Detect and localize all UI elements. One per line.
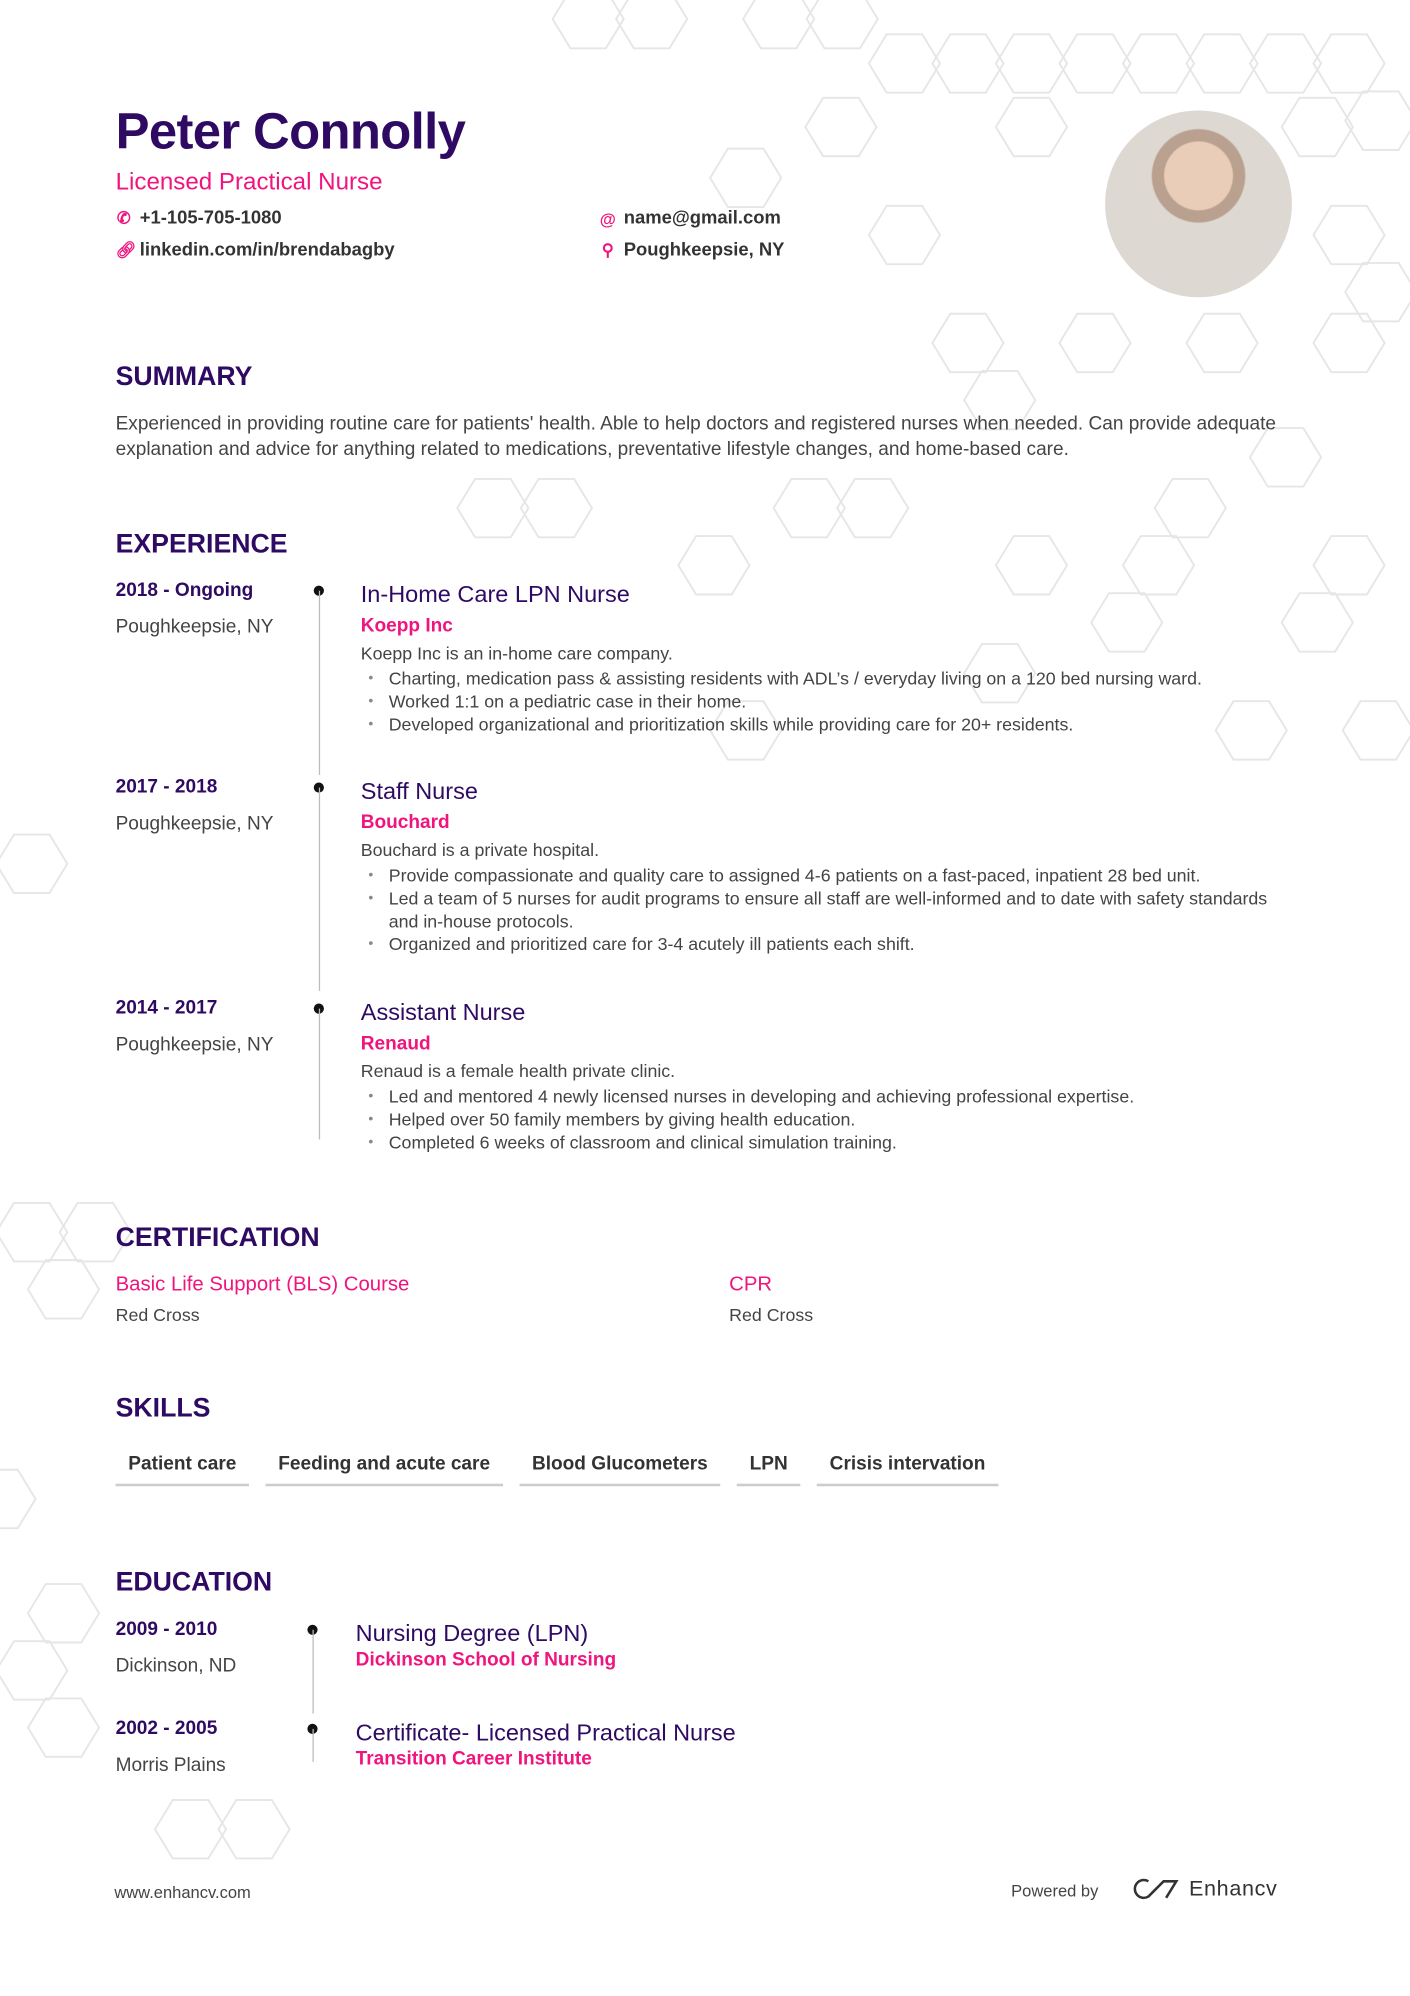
degree-title: Certificate- Licensed Practical Nurse bbox=[355, 1718, 736, 1746]
hexagon-shape bbox=[1123, 34, 1194, 92]
hexagon-shape bbox=[869, 206, 940, 264]
certification-title: Basic Life Support (BLS) Course bbox=[115, 1274, 410, 1296]
timeline-line bbox=[319, 1009, 320, 1140]
experience-bullets bbox=[361, 1085, 1301, 1154]
profile-photo bbox=[1105, 111, 1292, 298]
candidate-title: Licensed Practical Nurse bbox=[115, 168, 383, 196]
bullet-item: • Developed organizational and prioritization skills while providing care for 20+ residents. bbox=[389, 713, 1301, 736]
hexagon-shape bbox=[996, 98, 1067, 156]
at-icon: @ bbox=[599, 208, 616, 229]
enhancv-logo-icon bbox=[1131, 1876, 1179, 1901]
bullet-item: • Completed 6 weeks of classroom and clinical simulation training. bbox=[389, 1131, 1301, 1154]
experience-dates: 2017 - 2018 bbox=[115, 776, 218, 798]
experience-heading: EXPERIENCE bbox=[115, 529, 288, 559]
education-heading: EDUCATION bbox=[115, 1567, 273, 1597]
company-name: Bouchard bbox=[360, 811, 450, 834]
experience-entry bbox=[361, 581, 1301, 736]
enhancv-logo[interactable] bbox=[1131, 1876, 1278, 1901]
hexagon-shape bbox=[0, 1641, 67, 1699]
education-entry bbox=[356, 1620, 616, 1671]
education-location: Morris Plains bbox=[115, 1754, 226, 1776]
skill-tag: LPN bbox=[737, 1453, 801, 1486]
hexagon-shape bbox=[710, 149, 781, 207]
hexagon-shape bbox=[1250, 34, 1321, 92]
email-contact[interactable] bbox=[600, 208, 781, 228]
hexagon-shape bbox=[1155, 479, 1226, 537]
hexagon-shape bbox=[774, 479, 845, 537]
skills-list bbox=[116, 1453, 998, 1486]
hexagon-shape bbox=[155, 1800, 226, 1858]
hexagon-shape bbox=[616, 0, 687, 48]
hexagon-shape bbox=[1282, 98, 1353, 156]
hexagon-shape bbox=[1313, 34, 1384, 92]
hexagon-shape bbox=[743, 0, 814, 48]
hexagon-shape bbox=[1059, 34, 1130, 92]
enhancv-brand-text: Enhancv bbox=[1189, 1876, 1278, 1901]
hexagon-shape bbox=[457, 479, 528, 537]
hexagon-shape bbox=[805, 98, 876, 156]
certification-heading: CERTIFICATION bbox=[115, 1223, 320, 1253]
company-description: Koepp Inc is an in-home care company. bbox=[360, 642, 673, 664]
experience-location: Poughkeepsie, NY bbox=[115, 1034, 274, 1056]
certification-title: CPR bbox=[729, 1274, 773, 1296]
skills-heading: SKILLS bbox=[115, 1393, 211, 1423]
bullet-item: • Charting, medication pass & assisting residents with ADL’s / everyday living on a 120 bed nursing ward. bbox=[389, 667, 1301, 690]
job-title: Assistant Nurse bbox=[360, 998, 526, 1026]
hexagon-shape bbox=[807, 0, 878, 48]
hexagon-shape bbox=[1345, 263, 1410, 321]
hexagon-shape bbox=[1343, 701, 1410, 759]
school-name: Transition Career Institute bbox=[355, 1747, 592, 1770]
hexagon-shape bbox=[521, 479, 592, 537]
bullet-item: • Led and mentored 4 newly licensed nurses in developing and achieving professional expertise. bbox=[389, 1085, 1301, 1108]
experience-bullets bbox=[361, 667, 1301, 736]
location-contact bbox=[600, 240, 785, 260]
bullet-item: • Helped over 50 family members by giving health education. bbox=[389, 1108, 1301, 1131]
hexagon-shape bbox=[869, 34, 940, 92]
hexagon-shape bbox=[996, 34, 1067, 92]
education-dates: 2002 - 2005 bbox=[115, 1717, 218, 1740]
certification-item bbox=[729, 1274, 813, 1325]
school-name: Dickinson School of Nursing bbox=[355, 1648, 617, 1671]
linkedin-text: linkedin.com/in/brendabagby bbox=[139, 240, 395, 261]
footer-website[interactable]: www.enhancv.com bbox=[114, 1882, 251, 1902]
timeline-line bbox=[312, 1630, 313, 1714]
job-title: In-Home Care LPN Nurse bbox=[360, 580, 630, 608]
education-entry bbox=[356, 1719, 736, 1770]
certification-issuer: Red Cross bbox=[115, 1304, 200, 1325]
summary-heading: SUMMARY bbox=[115, 362, 253, 392]
hexagon-shape bbox=[28, 1698, 99, 1756]
experience-location: Poughkeepsie, NY bbox=[115, 616, 274, 638]
linkedin-contact[interactable] bbox=[116, 240, 395, 260]
company-name: Koepp Inc bbox=[360, 614, 453, 637]
bullet-item: • Organized and prioritized care for 3-4 acutely ill patients each shift. bbox=[389, 932, 1301, 955]
summary-text: Experienced in providing routine care for patients' health. Able to help doctors and registered nurses when needed. Can provide adequate explanation and advice for anything related to medications, preventative lifestyle changes, and home-based care. bbox=[115, 412, 1276, 460]
company-name: Renaud bbox=[360, 1032, 431, 1055]
hexagon-shape bbox=[0, 835, 67, 893]
phone-contact[interactable] bbox=[116, 208, 282, 228]
experience-location: Poughkeepsie, NY bbox=[115, 812, 274, 835]
hexagon-shape bbox=[218, 1800, 289, 1858]
certification-item bbox=[116, 1274, 410, 1325]
hexagon-shape bbox=[1345, 91, 1410, 149]
bullet-item: • Provide compassionate and quality care to assigned 4-6 patients on a fast-paced, inpatient 28 bed unit. bbox=[389, 864, 1301, 887]
company-description: Renaud is a female health private clinic. bbox=[360, 1060, 676, 1082]
bullet-item: • Led a team of 5 nurses for audit programs to ensure all staff are well-informed and to date with safety standards and in-house protocols. bbox=[389, 887, 1301, 933]
experience-bullets bbox=[361, 864, 1301, 955]
powered-by-label: Powered by bbox=[1011, 1881, 1099, 1901]
hexagon-shape bbox=[1186, 34, 1257, 92]
hexagon-shape bbox=[28, 1260, 99, 1318]
certification-issuer: Red Cross bbox=[729, 1304, 814, 1325]
location-pin-icon: ⚲ bbox=[601, 240, 614, 260]
degree-title: Nursing Degree (LPN) bbox=[355, 1619, 589, 1647]
hexagon-shape bbox=[1313, 206, 1384, 264]
education-location: Dickinson, ND bbox=[115, 1655, 237, 1677]
timeline-line bbox=[319, 788, 320, 991]
education-dates: 2009 - 2010 bbox=[115, 1618, 218, 1640]
link-icon: 🔗︎ bbox=[115, 240, 137, 260]
skill-tag: Feeding and acute care bbox=[266, 1453, 503, 1486]
skill-tag: Crisis intervation bbox=[817, 1453, 998, 1486]
hexagon-shape bbox=[0, 1203, 67, 1261]
skill-tag: Patient care bbox=[116, 1453, 249, 1486]
hexagon-shape bbox=[0, 1470, 36, 1528]
experience-dates: 2014 - 2017 bbox=[115, 997, 218, 1019]
experience-entry bbox=[361, 998, 1301, 1153]
hexagon-shape bbox=[1313, 536, 1384, 594]
hexagon-shape bbox=[553, 0, 624, 48]
skill-tag: Blood Glucometers bbox=[519, 1453, 720, 1486]
phone-text: +1-105-705-1080 bbox=[139, 208, 282, 229]
experience-entry bbox=[361, 777, 1301, 955]
job-title: Staff Nurse bbox=[360, 777, 478, 805]
hexagon-shape bbox=[1313, 314, 1384, 372]
timeline-line bbox=[312, 1729, 313, 1762]
timeline-line bbox=[319, 591, 320, 775]
hexagon-shape bbox=[1186, 314, 1257, 372]
location-text: Poughkeepsie, NY bbox=[623, 240, 785, 261]
bullet-item: • Worked 1:1 on a pediatric case in their home. bbox=[389, 690, 1301, 713]
email-text: name@gmail.com bbox=[623, 208, 781, 229]
hexagon-shape bbox=[837, 479, 908, 537]
hexagon-shape bbox=[28, 1584, 99, 1642]
experience-dates: 2018 - Ongoing bbox=[115, 579, 254, 601]
hexagon-shape bbox=[1059, 314, 1130, 372]
phone-icon: ✆ bbox=[116, 208, 131, 228]
candidate-name: Peter Connolly bbox=[115, 104, 466, 161]
hexagon-shape bbox=[932, 34, 1003, 92]
company-description: Bouchard is a private hospital. bbox=[360, 839, 600, 860]
hexagon-shape bbox=[932, 314, 1003, 372]
